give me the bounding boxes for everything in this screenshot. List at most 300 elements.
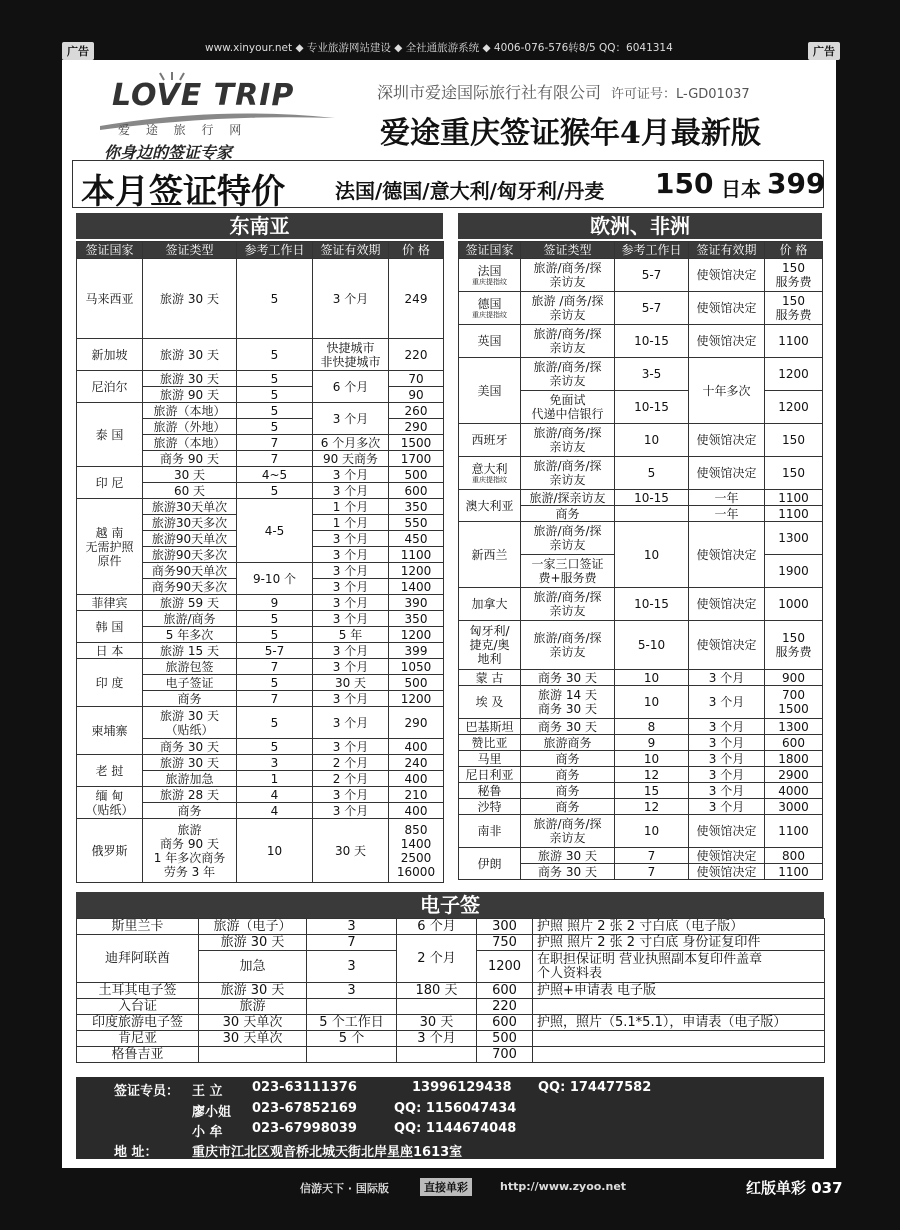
- country-cell-text: 印度旅游电子签: [91, 1014, 183, 1030]
- validity-cell: [689, 719, 765, 735]
- type-cell: [143, 483, 237, 499]
- validity-cell: [397, 1047, 477, 1063]
- type-cell-text: 旅游 30 天: [220, 934, 285, 950]
- type-cell: [143, 467, 237, 483]
- price-cell: [389, 403, 444, 419]
- country-cell: [77, 1031, 199, 1047]
- days-cell-text: 7: [270, 435, 279, 450]
- days-cell-text: 7: [647, 864, 656, 879]
- type-cell-text: 一家三口签证: [531, 557, 604, 571]
- country-cell-text: 赞比亚: [471, 735, 508, 750]
- country-cell-text: 新西兰: [471, 547, 508, 562]
- type-cell: [521, 424, 615, 457]
- type-cell-text: 亲访友: [549, 604, 586, 618]
- bottom-url[interactable]: http://www.zyoo.net: [500, 1180, 627, 1193]
- validity-cell: [313, 803, 389, 819]
- days-cell: [237, 435, 313, 451]
- days-cell: [615, 686, 689, 719]
- price-cell: [765, 815, 823, 848]
- type-cell-text: 旅游（本地）: [153, 403, 226, 418]
- type-cell: [143, 499, 237, 515]
- type-cell: [143, 547, 237, 563]
- validity-cell: [313, 563, 389, 579]
- type-cell-text: 旅游/商务/探: [533, 459, 602, 473]
- price-cell-text: 1500: [778, 702, 809, 716]
- price-cell-text: 150: [782, 631, 805, 645]
- country-cell: [77, 499, 143, 595]
- type-cell: [521, 719, 615, 735]
- days-cell: [237, 819, 313, 883]
- price-cell: [765, 719, 823, 735]
- days-cell-text: 7: [347, 934, 356, 950]
- validity-cell: [313, 627, 389, 643]
- requirements-cell: [533, 999, 825, 1015]
- price-cell-text: 290: [404, 419, 428, 434]
- validity-cell-text: 90 天商务: [322, 451, 379, 466]
- country-cell-text: 老 挝: [95, 763, 124, 778]
- column-header: 签证类型: [521, 242, 615, 259]
- days-cell: [615, 799, 689, 815]
- price-cell-text: 1200: [487, 958, 522, 974]
- type-cell-text: 旅游30天多次: [151, 515, 228, 530]
- days-cell: [615, 506, 689, 522]
- type-cell: [143, 627, 237, 643]
- days-cell: [237, 675, 313, 691]
- validity-cell-text: 一年: [714, 506, 739, 521]
- section-europe-africa: 欧洲、非洲: [458, 213, 822, 239]
- country-cell-text: 匈牙利/: [469, 624, 510, 638]
- validity-cell-text: 3 个月: [708, 799, 745, 814]
- country-cell: [459, 686, 521, 719]
- table-row: [77, 755, 444, 771]
- country-cell-text: 沙特: [477, 799, 502, 814]
- price-cell-text: 700: [492, 1046, 517, 1062]
- type-cell-text: 亲访友: [549, 831, 586, 845]
- days-cell-text: 5 个工作日: [319, 1014, 384, 1030]
- validity-cell: [689, 522, 765, 588]
- logo-title: LOVE TRIP: [112, 78, 295, 113]
- validity-cell-text: 3 个月: [332, 715, 369, 730]
- days-cell-text: 10: [643, 695, 660, 709]
- days-cell: [237, 499, 313, 563]
- type-cell: [143, 259, 237, 339]
- validity-cell: [689, 506, 765, 522]
- validity-cell-text: 30 天: [334, 843, 367, 858]
- table-row: [77, 983, 825, 999]
- price-cell-text: 1200: [400, 691, 432, 706]
- validity-cell-text: 3 个月: [332, 531, 369, 546]
- type-cell-text: 旅游 30 天: [220, 982, 285, 998]
- days-cell: [307, 935, 397, 951]
- price-cell-text: 220: [404, 347, 428, 362]
- country-cell: [459, 751, 521, 767]
- price-cell: [389, 483, 444, 499]
- type-cell-text: 旅游 59 天: [160, 595, 219, 610]
- column-header: 价 格: [765, 242, 823, 259]
- days-cell-text: 3: [347, 918, 356, 934]
- table-row: [77, 643, 444, 659]
- price-cell-text: 400: [404, 771, 428, 786]
- type-cell: [199, 951, 307, 983]
- days-cell: [615, 358, 689, 391]
- price-cell: [765, 799, 823, 815]
- table-row: [459, 259, 823, 292]
- price-cell-text: 220: [492, 998, 517, 1014]
- country-cell: [459, 799, 521, 815]
- type-cell-text: 旅游90天多次: [151, 547, 228, 562]
- validity-cell: [313, 771, 389, 787]
- validity-cell-text: 30 天: [334, 675, 367, 690]
- validity-cell-text: 3 个月: [417, 1030, 456, 1046]
- table-row: [459, 424, 823, 457]
- type-cell-text: 旅游/商务/探: [533, 426, 602, 440]
- type-cell: [143, 419, 237, 435]
- validity-cell: [313, 451, 389, 467]
- price-cell: [389, 419, 444, 435]
- days-cell-text: 5: [270, 627, 279, 642]
- type-cell-text: 亲访友: [549, 308, 586, 322]
- days-cell-text: 8: [647, 719, 656, 734]
- type-cell-text: 亲访友: [549, 440, 586, 454]
- price-cell: [389, 531, 444, 547]
- country-cell: [77, 595, 143, 611]
- country-cell-text: 巴基斯坦: [465, 719, 514, 734]
- price-cell-text: 249: [404, 291, 428, 306]
- price-cell-text: 500: [492, 1030, 517, 1046]
- table-row: [459, 799, 823, 815]
- price-cell: [389, 371, 444, 387]
- days-cell-text: 15: [643, 783, 660, 798]
- promo-price-2: 399: [767, 167, 826, 200]
- days-cell-text: 4-5: [264, 523, 285, 538]
- country-cell-text: 泰 国: [95, 427, 124, 442]
- days-cell: [615, 325, 689, 358]
- country-cell-text: 马里: [477, 751, 502, 766]
- validity-cell: [313, 467, 389, 483]
- price-cell: [477, 951, 533, 983]
- days-cell: [237, 771, 313, 787]
- validity-cell: [689, 358, 765, 424]
- table-row: [77, 1047, 825, 1063]
- type-cell-text: 亲访友: [549, 645, 586, 659]
- type-cell: [521, 751, 615, 767]
- price-cell-text: 1200: [778, 367, 809, 381]
- type-cell-text: 旅游/商务/探: [533, 631, 602, 645]
- type-cell-text: 旅游包签: [165, 659, 214, 674]
- type-cell-text: 商务90天多次: [151, 579, 228, 594]
- table-row: [459, 767, 823, 783]
- price-cell: [389, 611, 444, 627]
- bottom-bar: [0, 1168, 900, 1230]
- validity-cell: [313, 659, 389, 675]
- days-cell-text: 10: [643, 751, 660, 766]
- price-cell-text: 500: [404, 675, 428, 690]
- days-cell-text: 5-7: [641, 268, 662, 282]
- validity-cell-text: 3 个月: [708, 719, 745, 734]
- type-cell-text: 旅游加急: [165, 771, 214, 786]
- price-cell: [765, 490, 823, 506]
- type-cell-text: 免面试: [549, 393, 586, 407]
- country-cell-text: 韩 国: [95, 619, 124, 634]
- validity-cell-text: 6 个月多次: [320, 435, 381, 450]
- type-cell: [143, 611, 237, 627]
- validity-cell: [689, 490, 765, 506]
- type-cell: [199, 983, 307, 999]
- price-cell: [765, 588, 823, 621]
- table-header-row: [459, 242, 823, 259]
- validity-cell: [689, 751, 765, 767]
- type-cell-text: 旅游（电子）: [213, 918, 292, 934]
- price-cell-text: 600: [782, 735, 805, 750]
- price-cell: [765, 522, 823, 555]
- type-cell: [143, 579, 237, 595]
- validity-cell: [313, 339, 389, 371]
- price-cell-text: 1800: [778, 751, 809, 766]
- price-cell: [389, 435, 444, 451]
- price-cell: [477, 919, 533, 935]
- license-number: 许可证号：L-GD01037: [611, 87, 750, 102]
- price-cell: [389, 787, 444, 803]
- column-header: 参考工作日: [615, 242, 689, 259]
- type-cell: [521, 555, 615, 588]
- days-cell: [615, 424, 689, 457]
- validity-cell: [313, 259, 389, 339]
- column-header: 签证有效期: [313, 242, 389, 259]
- type-cell-text: 旅游 30 天: [160, 755, 219, 770]
- requirements-cell: [533, 919, 825, 935]
- price-cell-text: 240: [404, 755, 428, 770]
- price-cell-text: 1100: [778, 824, 809, 838]
- type-cell-text: 商务: [555, 751, 580, 766]
- validity-cell-text: 3 个月: [332, 563, 369, 578]
- days-cell: [237, 691, 313, 707]
- price-cell-text: 16000: [396, 864, 436, 879]
- type-cell: [521, 490, 615, 506]
- price-cell-text: 70: [408, 371, 424, 386]
- validity-cell: [313, 755, 389, 771]
- validity-cell-text: 2 个月: [332, 755, 369, 770]
- type-cell: [199, 919, 307, 935]
- validity-cell: [313, 483, 389, 499]
- table-row: [77, 787, 444, 803]
- type-cell-text: 商务 90 天: [160, 451, 219, 466]
- validity-cell: [689, 325, 765, 358]
- validity-cell: [313, 691, 389, 707]
- validity-cell-text: 使领馆决定: [696, 433, 757, 447]
- type-cell: [143, 387, 237, 403]
- price-cell-text: 3000: [778, 799, 809, 814]
- type-cell-text: 商务: [555, 767, 580, 782]
- days-cell-text: 3: [347, 958, 356, 974]
- type-cell: [143, 403, 237, 419]
- type-cell-text: 旅游/商务/探: [533, 360, 602, 374]
- price-cell: [477, 999, 533, 1015]
- validity-cell-text: 使领馆决定: [696, 864, 757, 879]
- country-cell-text: 埃 及: [475, 695, 504, 709]
- validity-cell: [397, 935, 477, 983]
- type-cell: [143, 691, 237, 707]
- price-cell-text: 2500: [400, 850, 432, 865]
- country-cell: [77, 1015, 199, 1031]
- validity-cell: [313, 403, 389, 435]
- table-row: [77, 595, 444, 611]
- price-cell: [765, 457, 823, 490]
- type-cell-text: 旅游/探亲访友: [529, 490, 606, 505]
- type-cell-text: 亲访友: [549, 473, 586, 487]
- contact-qq-3: QQ: 1144674048: [394, 1121, 517, 1136]
- country-cell-text: 斯里兰卡: [111, 918, 164, 934]
- validity-cell: [313, 547, 389, 563]
- price-cell: [389, 659, 444, 675]
- days-cell-text: 12: [643, 799, 660, 814]
- type-cell: [143, 643, 237, 659]
- type-cell: [143, 563, 237, 579]
- price-cell-text: 90: [408, 387, 424, 402]
- validity-cell-text: 3 个月: [332, 691, 369, 706]
- price-cell-text: 1400: [400, 836, 432, 851]
- price-cell: [389, 339, 444, 371]
- type-cell: [143, 675, 237, 691]
- price-cell-text: 150: [782, 466, 805, 480]
- table-row: [77, 259, 444, 339]
- price-cell-text: 1000: [778, 597, 809, 611]
- type-cell-text: 旅游: [239, 998, 266, 1014]
- days-cell: [615, 735, 689, 751]
- price-cell-text: 550: [404, 515, 428, 530]
- contact-name-3: 小 牟: [192, 1125, 223, 1140]
- days-cell-text: 5: [270, 291, 279, 306]
- validity-cell: [313, 595, 389, 611]
- country-cell-text: 无需护照: [85, 539, 134, 554]
- table-row: [77, 707, 444, 739]
- requirements-cell-text: 护照，照片（5.1*5.1），申请表（电子版）: [537, 1014, 787, 1030]
- days-cell-text: 3-5: [641, 367, 662, 381]
- validity-cell-text: 使领馆决定: [696, 268, 757, 282]
- validity-cell-text: 3 个月: [708, 735, 745, 750]
- table-row: [459, 815, 823, 848]
- price-cell: [389, 627, 444, 643]
- validity-cell-text: 3 个月: [708, 670, 745, 685]
- country-cell: [459, 292, 521, 325]
- type-cell-text: 旅游 30 天: [160, 291, 219, 306]
- country-cell-text: 缅 甸: [95, 788, 124, 803]
- validity-cell: [689, 457, 765, 490]
- type-cell: [521, 686, 615, 719]
- type-cell: [521, 783, 615, 799]
- country-cell-text: 菲律宾: [91, 595, 128, 610]
- validity-cell-text: 一年: [714, 490, 739, 505]
- promo-banner: [72, 160, 826, 212]
- days-cell-text: 3: [270, 755, 279, 770]
- price-cell: [765, 670, 823, 686]
- days-cell: [237, 451, 313, 467]
- price-cell: [477, 1015, 533, 1031]
- type-cell-text: 代递中信银行: [531, 407, 604, 421]
- price-cell: [389, 595, 444, 611]
- country-cell: [77, 259, 143, 339]
- price-cell: [477, 1031, 533, 1047]
- type-cell: [521, 325, 615, 358]
- country-cell: [459, 815, 521, 848]
- days-cell: [237, 803, 313, 819]
- validity-cell-text: 6 个月: [332, 379, 369, 394]
- days-cell-text: 7: [270, 659, 279, 674]
- contact-name-2: 廖小姐: [192, 1105, 232, 1120]
- days-cell: [307, 999, 397, 1015]
- days-cell-text: 5-10: [637, 638, 666, 652]
- type-cell: [521, 848, 615, 864]
- country-cell: [77, 983, 199, 999]
- validity-cell: [313, 515, 389, 531]
- type-cell: [521, 621, 615, 670]
- validity-cell-text: 3 个月: [332, 611, 369, 626]
- validity-cell: [397, 1015, 477, 1031]
- days-cell: [237, 419, 313, 435]
- days-cell-text: 5: [270, 419, 279, 434]
- price-cell-text: 600: [492, 1014, 517, 1030]
- country-cell-text: 入台证: [117, 998, 157, 1014]
- validity-cell-text: 3 个月: [332, 483, 369, 498]
- country-cell-text: 西班牙: [471, 433, 508, 447]
- price-cell-text: 399: [404, 643, 428, 658]
- country-cell: [77, 403, 143, 467]
- price-cell: [389, 579, 444, 595]
- price-cell: [389, 643, 444, 659]
- country-cell: [77, 707, 143, 755]
- price-cell-text: 1700: [400, 451, 432, 466]
- requirements-cell-text: 护照 照片 2 张 2 寸白底（电子版）: [537, 918, 744, 934]
- country-cell: [459, 767, 521, 783]
- country-cell: [459, 522, 521, 588]
- days-cell: [307, 951, 397, 983]
- page-number: 红版单彩 037: [746, 1179, 843, 1197]
- table-row: [77, 611, 444, 627]
- table-row: [77, 999, 825, 1015]
- country-cell: [77, 371, 143, 403]
- price-cell-text: 850: [404, 822, 428, 837]
- validity-cell: [397, 983, 477, 999]
- price-cell-text: 150: [782, 294, 805, 308]
- contact-qq-2: QQ: 1156047434: [394, 1101, 517, 1116]
- price-cell-text: 350: [404, 611, 428, 626]
- validity-cell: [397, 919, 477, 935]
- country-cell: [459, 358, 521, 424]
- type-cell-text: 旅游90天单次: [151, 531, 228, 546]
- days-cell: [237, 387, 313, 403]
- days-cell: [615, 719, 689, 735]
- table-row: [459, 490, 823, 506]
- type-cell-text: 旅游/商务/探: [533, 327, 602, 341]
- type-cell: [199, 999, 307, 1015]
- type-cell-text: 30 天单次: [222, 1014, 283, 1030]
- price-cell-text: 600: [492, 982, 517, 998]
- type-cell: [521, 588, 615, 621]
- table-row: [77, 339, 444, 371]
- validity-cell-text: 3 个月: [332, 803, 369, 818]
- table-row: [459, 292, 823, 325]
- column-header: 参考工作日: [237, 242, 313, 259]
- type-cell: [143, 595, 237, 611]
- country-cell: [77, 1047, 199, 1063]
- price-cell-text: 服务费: [775, 275, 812, 289]
- days-cell-text: 5: [270, 387, 279, 402]
- table-row: [459, 735, 823, 751]
- days-cell: [237, 611, 313, 627]
- table-row: [77, 919, 825, 935]
- country-cell-text: 捷克/奥: [469, 638, 510, 652]
- requirements-cell: [533, 983, 825, 999]
- price-cell-text: 服务费: [775, 308, 812, 322]
